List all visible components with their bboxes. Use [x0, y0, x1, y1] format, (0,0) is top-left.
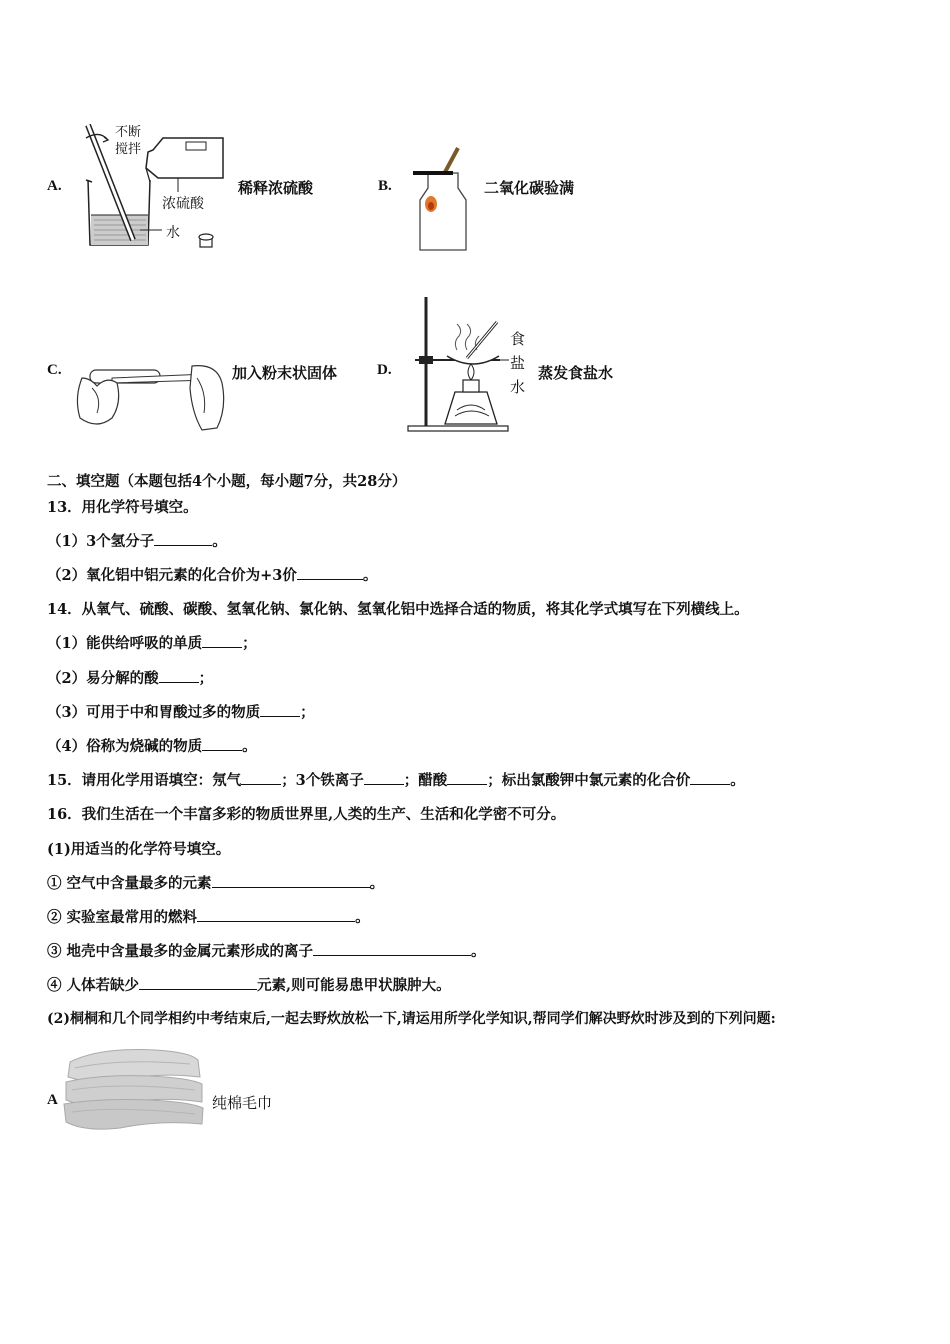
q16-item1-text: ① 空气中含量最多的元素: [47, 875, 212, 892]
q14-part3-text: （3）可用于中和胃酸过多的物质: [47, 704, 261, 721]
q13-part2-text: （2）氧化铝中铝元素的化合价为+3价: [47, 567, 297, 584]
q14-part1-blank[interactable]: [202, 633, 242, 648]
q16-item1-end: 。: [369, 875, 385, 892]
q14-stem: 14．从氧气、硫酸、碳酸、氢氧化钠、氯化钠、氢氧化铝中选择合适的物质，将其化学式填写在下列横线上。: [47, 601, 749, 618]
option-d-caption: 蒸发食盐水: [538, 364, 614, 382]
option-d-letter: D.: [377, 362, 392, 378]
co2-test-illustration: [408, 140, 478, 255]
q14-part1-end: ；: [242, 635, 257, 652]
q16-item1: [47, 872, 384, 893]
q14-part2: [47, 667, 213, 688]
q16-item3-blank[interactable]: [313, 941, 471, 956]
section-heading: 二、填空题（本题包括4个小题，每小题7分，共28分）: [47, 473, 407, 490]
q15-blank-2[interactable]: [364, 770, 404, 785]
q13-part2: [47, 564, 377, 585]
q16-item4-text: ④ 人体若缺少: [47, 977, 140, 994]
q14-part4-blank[interactable]: [202, 736, 242, 751]
q14-part2-end: ；: [198, 670, 214, 687]
water-label: 水: [166, 225, 180, 241]
q14-part2-blank[interactable]: [159, 668, 199, 683]
q16-option-a-caption: 纯棉毛巾: [212, 1094, 273, 1112]
option-a-letter: A.: [47, 178, 62, 194]
q16-item4: [47, 974, 451, 995]
q15-blank-4[interactable]: [690, 770, 730, 785]
q14-part2-text: （2）易分解的酸: [47, 670, 159, 687]
q15-text-4: ；标出氯酸钾中氯元素的化合价: [487, 772, 691, 789]
add-powder-illustration: [72, 358, 227, 436]
q13-part2-blank[interactable]: [297, 565, 363, 580]
q15-line: [47, 769, 745, 790]
q14-part4-end: 。: [242, 738, 257, 755]
q16-part2: (2)桐桐和几个同学相约中考结束后,一起去野炊放松一下,请运用所学化学知识,帮同学们解决野炊时涉及到的下列问题:: [47, 1011, 776, 1027]
q16-option-a-letter: A: [47, 1092, 58, 1108]
q15-text-5: 。: [730, 772, 745, 789]
q16-item4-end: 元素,则可能易患甲状腺肿大。: [257, 977, 451, 994]
option-c-letter: C.: [47, 362, 62, 378]
q14-part3-end: ；: [300, 704, 315, 721]
q16-item3-text: ③ 地壳中含量最多的金属元素形成的离子: [47, 943, 314, 960]
q16-item2-end: 。: [355, 909, 370, 926]
q16-item3-end: 。: [471, 943, 486, 960]
q14-part4-text: （4）俗称为烧碱的物质: [47, 738, 203, 755]
q16-stem: 16．我们生活在一个丰富多彩的物质世界里,人类的生产、生活和化学密不可分。: [47, 806, 566, 823]
q16-part1: (1)用适当的化学符号填空。: [47, 841, 231, 858]
q13-part1-blank[interactable]: [154, 531, 212, 546]
q13-part1-text: （1）3个氢分子: [47, 533, 155, 550]
q15-text-2: ；3个铁离子: [281, 772, 364, 789]
q16-item2-text: ② 实验室最常用的燃料: [47, 909, 198, 926]
q13-part1-end: 。: [212, 533, 227, 550]
q15-blank-1[interactable]: [241, 770, 281, 785]
stir-label-1: 不断: [115, 125, 142, 140]
salt-water-label-3: 水: [510, 378, 526, 396]
salt-water-label-2: 盐: [510, 354, 526, 372]
option-b-letter: B.: [378, 178, 392, 194]
q14-part3: [47, 701, 315, 722]
q13-part2-end: 。: [362, 567, 378, 584]
acid-label: 浓硫酸: [162, 196, 204, 212]
q15-text-3: ；醋酸: [403, 772, 448, 789]
q14-part1-text: （1）能供给呼吸的单质: [47, 635, 203, 652]
evaporate-illustration: [405, 292, 515, 434]
cotton-towel-illustration: [60, 1042, 205, 1134]
q16-item2-blank[interactable]: [197, 907, 355, 922]
option-b-caption: 二氧化碳验满: [484, 179, 575, 197]
salt-water-label-1: 食: [510, 330, 526, 348]
option-c-caption: 加入粉末状固体: [232, 364, 338, 382]
q16-item1-blank[interactable]: [212, 873, 370, 888]
q16-item4-blank[interactable]: [139, 975, 257, 990]
stir-label-2: 搅拌: [115, 142, 142, 157]
q15-text-1: 15．请用化学用语填空：氖气: [47, 772, 242, 789]
q14-part4: [47, 735, 257, 756]
q15-blank-3[interactable]: [447, 770, 487, 785]
q14-part3-blank[interactable]: [260, 702, 300, 717]
option-a-caption: 稀释浓硫酸: [238, 179, 314, 197]
q14-part1: [47, 632, 257, 653]
q16-item3: [47, 940, 486, 961]
q13-stem: 13．用化学符号填空。: [47, 499, 198, 516]
q16-item2: [47, 906, 370, 927]
dilute-acid-illustration: [78, 120, 228, 255]
q13-part1: [47, 530, 227, 551]
